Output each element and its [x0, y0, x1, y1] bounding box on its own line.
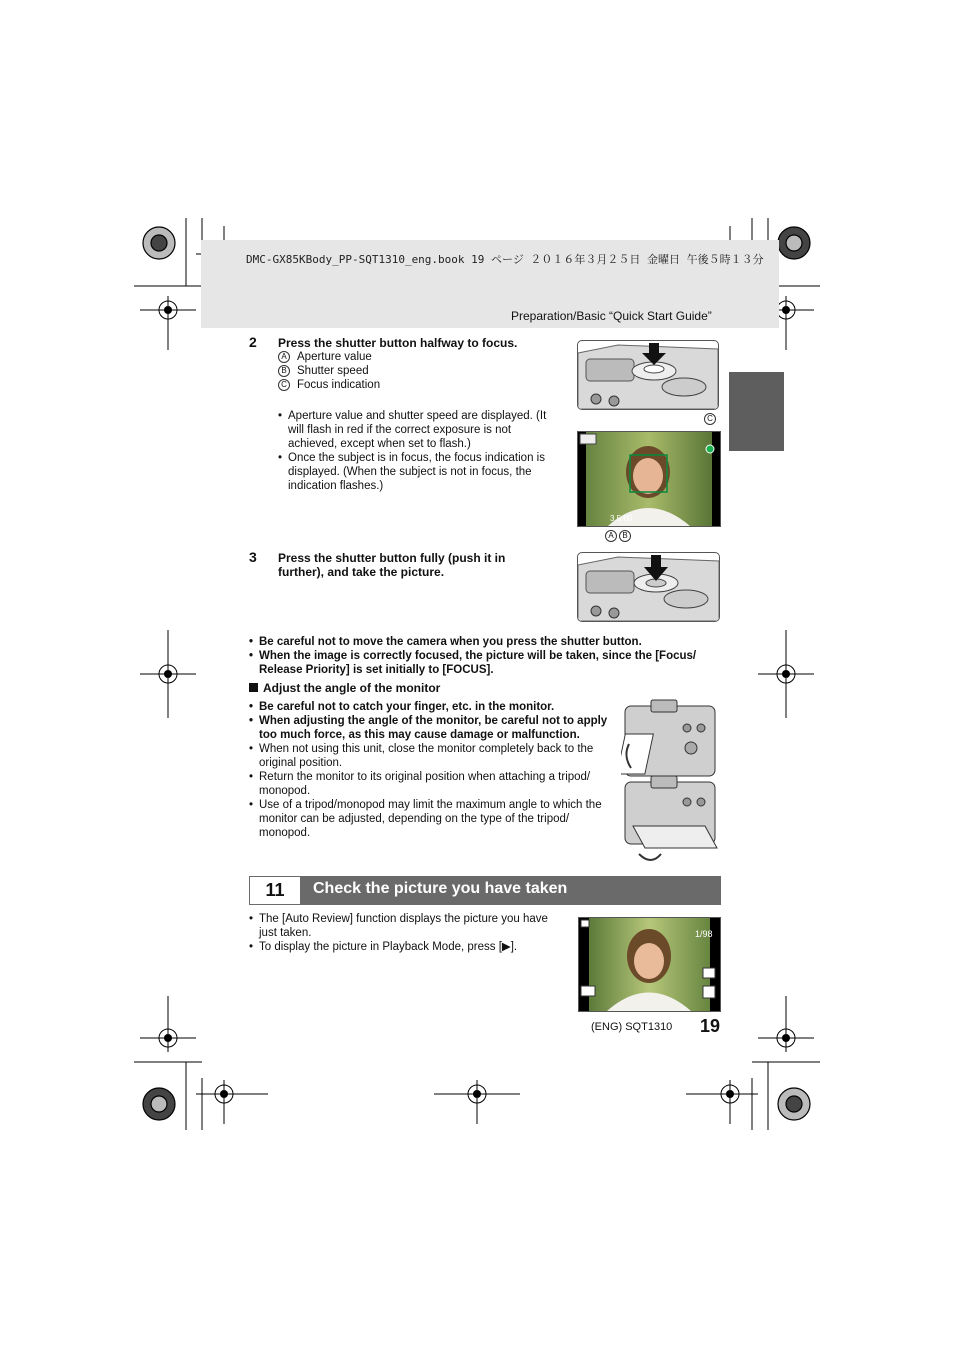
step-2-note: • Once the subject is in focus, the focus indication is displayed. (When the subject is not in focus, the indication flashes.)	[278, 451, 560, 493]
legend-b: B Shutter speed	[278, 364, 380, 378]
step-2-notes	[278, 409, 560, 493]
camera-top-illustration	[578, 553, 719, 621]
step-3-title: Press the shutter button fully (push it in further), and take the picture.	[278, 551, 506, 579]
monitor-note: • Be careful not to catch your finger, etc. in the monitor.	[249, 700, 609, 714]
monitor-note: • Use of a tripod/monopod may limit the maximum angle to which the monitor can be adjusted, depending on the type of the tripod/ monopod.	[249, 798, 609, 840]
mark-c-label: C	[704, 412, 723, 426]
step-3-number: 3	[249, 549, 257, 565]
step-2-title: Press the shutter button halfway to focus.	[278, 336, 518, 350]
step-2-note: • Aperture value and shutter speed are displayed. (It will flash in red if the correct exposure is not achieved, except when set to flash.)	[278, 409, 560, 451]
portrait-photo	[578, 432, 720, 526]
mark-ab-labels: A B	[605, 529, 638, 543]
section-path: Preparation/Basic “Quick Start Guide”	[511, 309, 712, 323]
section-11-note: • To display the picture in Playback Mode, press [▶].	[249, 940, 569, 954]
full-press-illustration	[577, 552, 720, 622]
caution-item: • Be careful not to move the camera when you press the shutter button.	[249, 635, 719, 649]
shutter-value: 60	[623, 514, 633, 523]
camera-top-illustration	[578, 341, 718, 409]
page-number: 19	[700, 1016, 721, 1036]
monitor-notes	[249, 700, 609, 840]
section-11-notes	[249, 912, 569, 954]
chapter-tab	[729, 372, 784, 451]
legend-c: C Focus indication	[278, 378, 380, 392]
section-11-header	[249, 876, 721, 905]
file-info-line: DMC-GX85KBody_PP-SQT1310_eng.book 19 ページ ２０１６年３月２５日 金曜日 午後５時１３分	[246, 253, 764, 266]
image-counter: 1/98	[695, 929, 713, 939]
legend-a: A Aperture value	[278, 350, 380, 364]
monitor-note: • Return the monitor to its original position when attaching a tripod/ monopod.	[249, 770, 609, 798]
footer-code: (ENG) SQT1310	[591, 1021, 673, 1033]
step-2-number: 2	[249, 334, 257, 350]
section-11-note: • The [Auto Review] function displays the picture you have just taken.	[249, 912, 569, 940]
lcd-focus-screen	[577, 431, 721, 527]
caution-list	[249, 635, 719, 677]
section-11-title: Check the picture you have taken	[313, 880, 568, 897]
monitor-tilt-illustration	[621, 698, 721, 870]
playback-screen	[578, 917, 721, 1012]
half-press-illustration	[577, 340, 719, 410]
caution-item: • When the image is correctly focused, the picture will be taken, since the [Focus/ Release Priority] is set initially to [FOCUS].	[249, 649, 719, 677]
square-bullet-icon	[249, 683, 258, 692]
monitor-note: • When adjusting the angle of the monitor, be careful not to apply too much force, as this may cause damage or malfunction.	[249, 714, 609, 742]
section-11-number: 11	[249, 876, 301, 905]
step-2-legend	[278, 350, 380, 392]
aperture-value: 3.5	[610, 514, 622, 523]
monitor-note: • When not using this unit, close the monitor completely back to the original position.	[249, 742, 609, 770]
monitor-heading: Adjust the angle of the monitor	[249, 681, 440, 695]
exposure-readout	[610, 514, 632, 523]
